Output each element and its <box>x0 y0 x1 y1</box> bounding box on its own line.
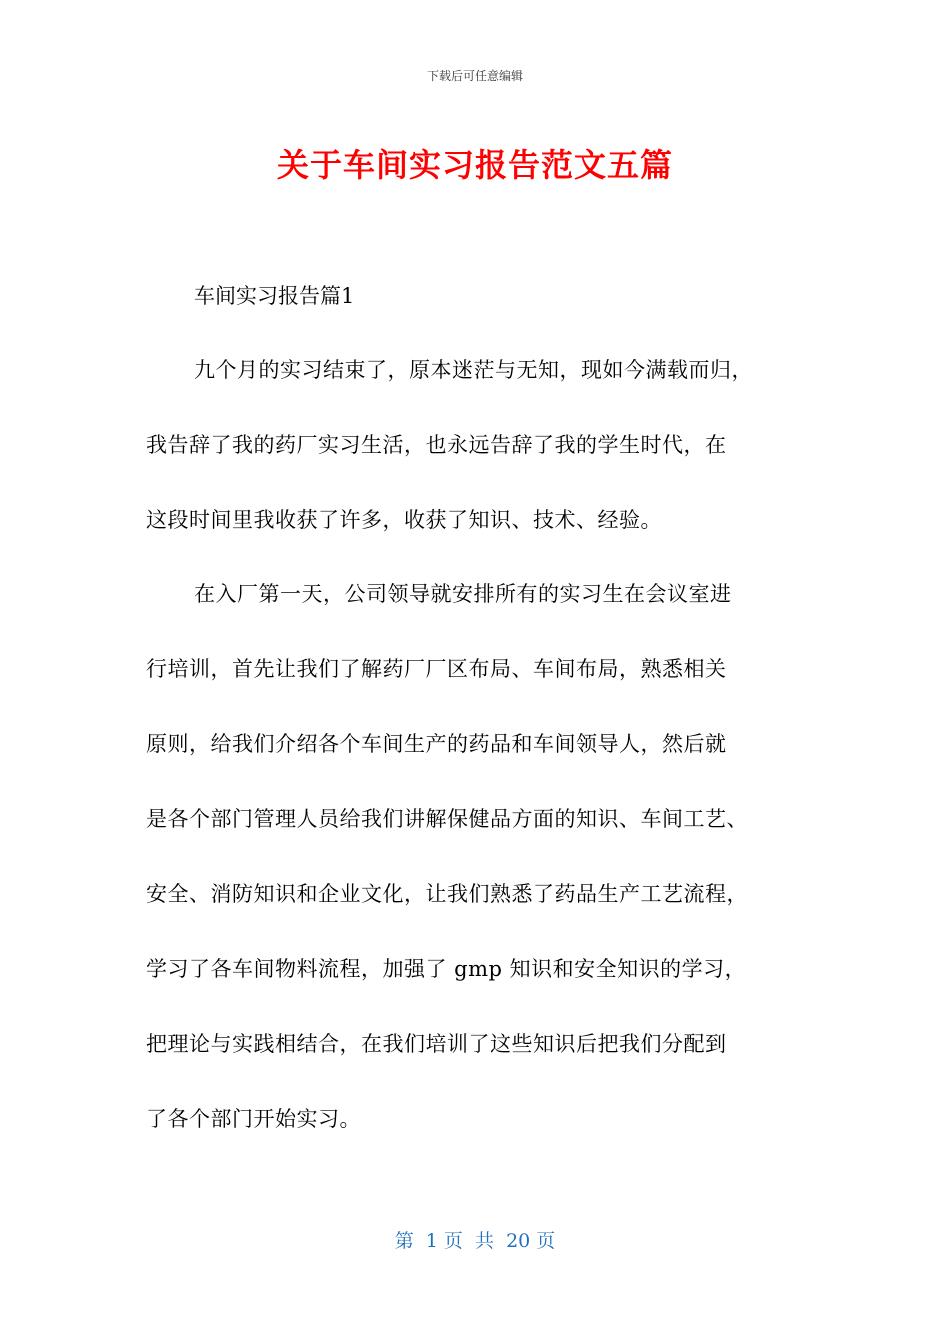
paragraph-1 <box>146 354 816 579</box>
paragraph-2 <box>146 578 816 1178</box>
document-title: 关于车间实习报告范文五篇 <box>276 146 673 184</box>
paragraph-line: 安全、消防知识和企业文化，让我们熟悉了药品生产工艺流程， <box>146 882 748 906</box>
paragraph-line: 原则，给我们介绍各个车间生产的药品和车间领导人，然后就 <box>146 732 727 756</box>
header-note: 下载后可任意编辑 <box>426 69 523 83</box>
paragraph-line: 九个月的实习结束了，原本迷茫与无知，现如今满载而归， <box>194 358 753 382</box>
paragraph-line: 了各个部门开始实习。 <box>146 1107 361 1131</box>
paragraph-line: 学习了各车间物料流程，加强了 gmp 知识和安全知识的学习， <box>146 957 747 981</box>
paragraph-line: 在入厂第一天，公司领导就安排所有的实习生在会议室进 <box>194 582 732 606</box>
paragraph-line: 这段时间里我收获了许多，收获了知识、技术、经验。 <box>146 508 662 532</box>
paragraph-line: 把理论与实践相结合，在我们培训了这些知识后把我们分配到 <box>146 1032 727 1056</box>
paragraph-line: 是各个部门管理人员给我们讲解保健品方面的知识、车间工艺、 <box>146 807 748 831</box>
section-heading: 车间实习报告篇1 <box>194 284 355 308</box>
paragraph-line: 我告辞了我的药厂实习生活，也永远告辞了我的学生时代，在 <box>146 433 727 457</box>
paragraph-line: 行培训，首先让我们了解药厂厂区布局、车间布局，熟悉相关 <box>146 657 727 681</box>
page-number-footer: 第 1 页 共 20 页 <box>394 1230 556 1252</box>
